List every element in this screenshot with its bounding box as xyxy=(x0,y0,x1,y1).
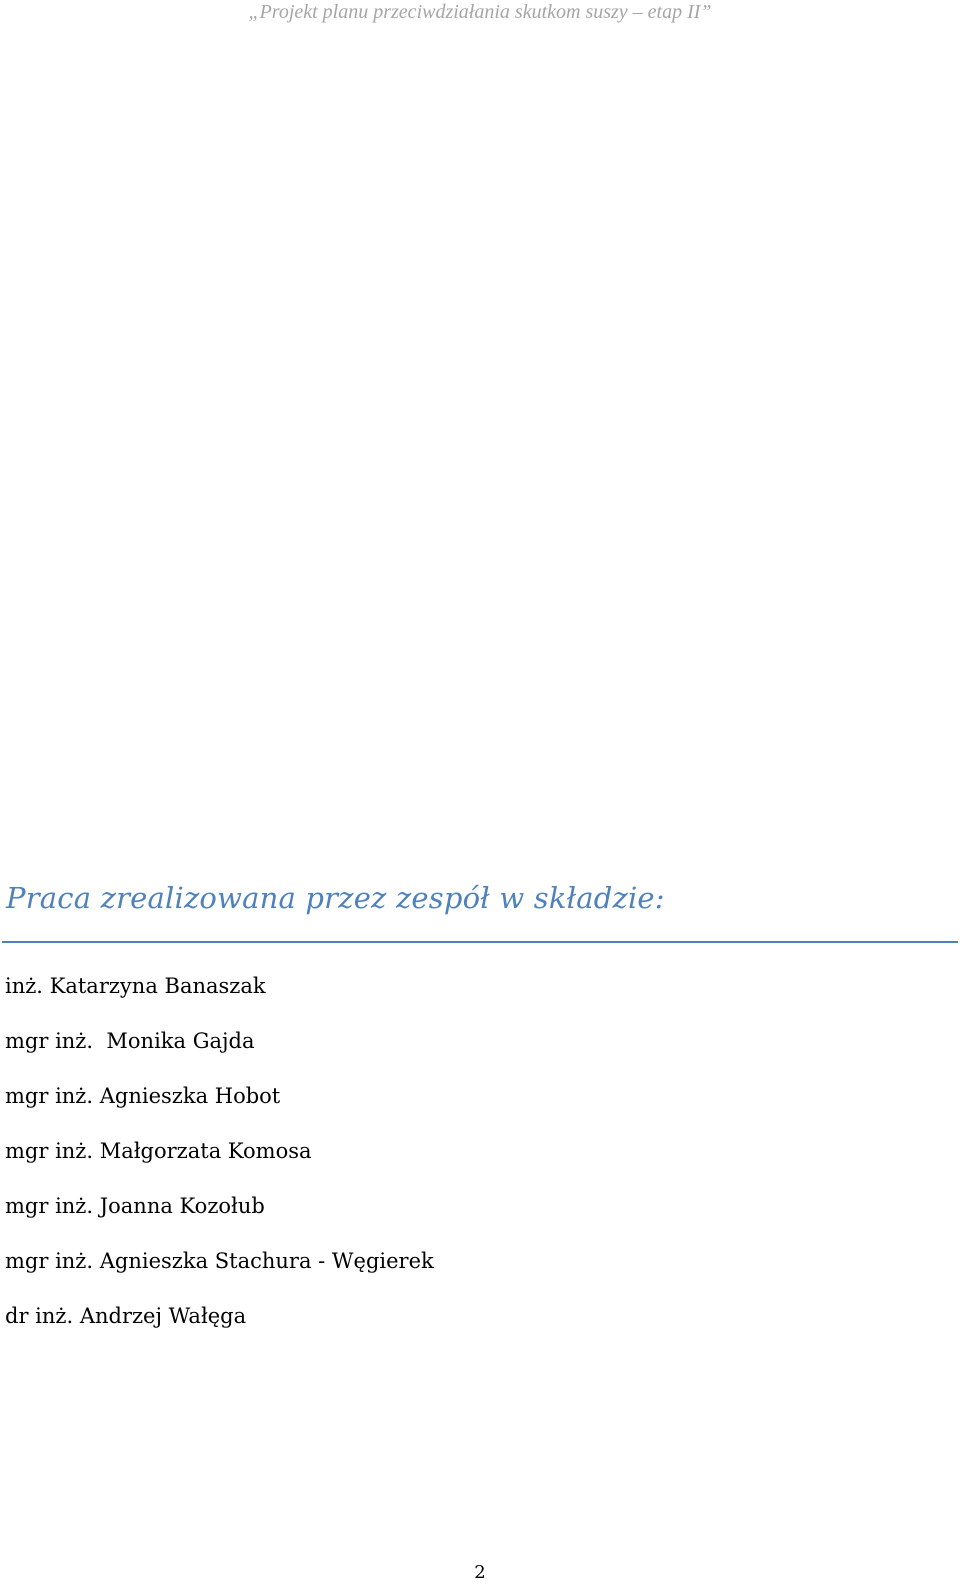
team-member-list xyxy=(5,972,434,1357)
page-number: 2 xyxy=(474,1562,486,1583)
team-member: mgr inż. Agnieszka Hobot xyxy=(5,1084,281,1108)
running-header-title: „Projekt planu przeciwdziałania skutkom suszy – etap II” xyxy=(248,1,712,23)
team-member: dr inż. Andrzej Wałęga xyxy=(5,1304,247,1328)
team-member: mgr inż. Małgorzata Komosa xyxy=(5,1139,312,1163)
team-member: mgr inż. Monika Gajda xyxy=(5,1029,255,1053)
heading-divider xyxy=(2,941,958,943)
section-heading: Praca zrealizowana przez zespół w składzie: xyxy=(6,881,665,915)
team-member: mgr inż. Agnieszka Stachura - Węgierek xyxy=(5,1249,434,1273)
team-member: inż. Katarzyna Banaszak xyxy=(5,974,266,998)
team-member: mgr inż. Joanna Kozołub xyxy=(5,1194,265,1218)
